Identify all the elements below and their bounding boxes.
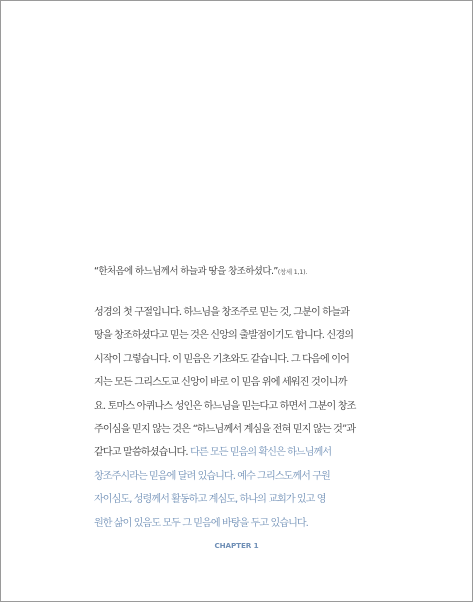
quote-text: “한처음에 하느님께서 하늘과 땅을 창조하셨다.” (94, 266, 278, 277)
epigraph-quote (94, 263, 394, 277)
body-line: 요. 토마스 아퀴나스 성인은 하느님을 믿는다고 하면서 그분이 창조 (94, 400, 356, 412)
body-line: 성경의 첫 구절입니다. 하느님을 창조주로 믿는 것, 그분이 하늘과 (94, 307, 349, 318)
highlighted-text: 다른 모든 믿음의 확신은 하느님께서 (190, 447, 332, 459)
body-line: 시작이 그렇습니다. 이 믿음은 기초와도 같습니다. 그 다음에 이어 (94, 353, 349, 365)
body-line-plain-part: 같다고 말씀하셨습니다. (94, 447, 191, 459)
body-line: 주이심을 믿지 않는 것은 “하느님께서 계심을 전혀 믿지 않는 것”과 (94, 423, 356, 435)
body-line: 땅을 창조하셨다고 믿는 것은 신앙의 출발점이기도 합니다. 신경의 (94, 330, 354, 342)
chapter-label: CHAPTER 1 (214, 541, 259, 550)
quote-citation: (창세 1,1). (277, 268, 308, 276)
highlighted-line: 창조주시라는 믿음에 달려 있습니다. 예수 그리스도께서 구원 (94, 470, 330, 482)
body-line-mixed (94, 441, 394, 464)
body-line: 지는 모든 그리스도교 신앙이 바로 이 믿음 위에 세워진 것이니까 (94, 377, 347, 389)
body-paragraph (94, 301, 394, 535)
highlighted-line: 자이심도, 성령께서 활동하고 계심도, 하나의 교회가 있고 영 (94, 494, 326, 506)
highlighted-line: 원한 삶이 있음도 모두 그 믿음에 바탕을 두고 있습니다. (94, 517, 308, 529)
